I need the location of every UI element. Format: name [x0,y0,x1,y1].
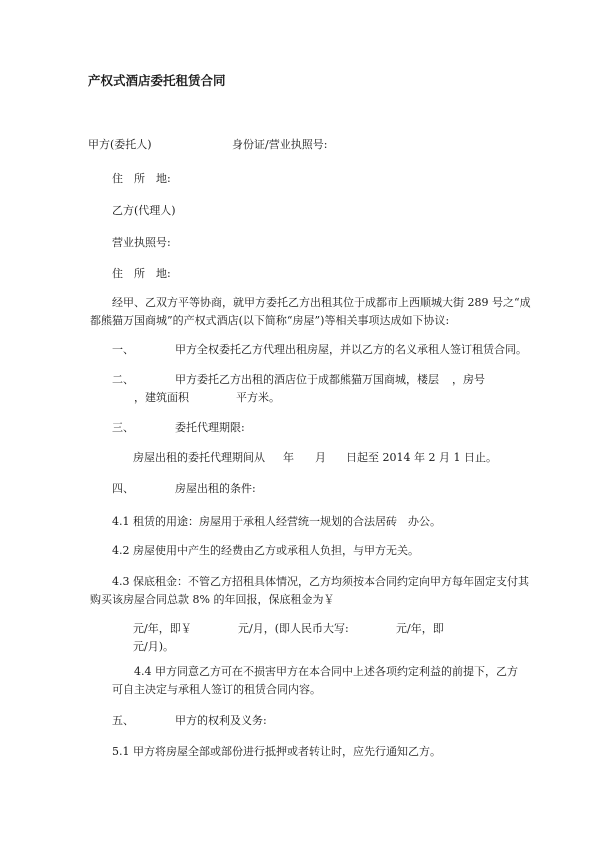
party-a-id-label: 身份证/营业执照号: [232,138,328,151]
document-title: 产权式酒店委托租赁合同 [88,73,226,88]
term-text-d: 日起至 2014 年 2 月 1 日止。 [346,451,497,464]
party-a-label: 甲方(委托人) [88,138,152,151]
clause-4-3-line-1: 4.3 保底租金：不管乙方招租具体情况，乙方均须按本合同约定向甲方每年固定支付其 [112,575,529,588]
section-4-number: 四、 [112,482,134,495]
section-2-text-a: 甲方委托乙方出租的酒店位于成都熊猫万国商城，楼层 [175,373,439,386]
clause-4-1: 4.1 租赁的用途：房屋用于承租人经营统一规划的合法居砖 办公。 [112,515,441,528]
clause-4-4-line-2: 可自主决定与承租人签订的租赁合同内容。 [112,683,321,696]
section-3-text: 委托代理期限: [175,421,245,434]
clause-4-4-line-1: 4.4 甲方同意乙方可在不损害甲方在本合同中上述各项约定利益的前提下，乙方 [134,665,518,678]
party-b-address-label: 住 所 地: [112,267,171,280]
section-3-number: 三、 [112,421,134,434]
section-5-text: 甲方的权利及义务: [175,714,267,727]
rent-per-year-c: 元/年，即 [396,622,444,635]
clause-4-2: 4.2 房屋使用中产生的经费由乙方或承租人负担，与甲方无关。 [112,544,419,557]
party-a-address-label: 住 所 地: [112,172,171,185]
clause-4-3-line-2: 购买该房屋合同总款 8% 的年回报，保底租金为￥ [90,593,335,606]
section-4-text: 房屋出租的条件: [175,482,256,495]
license-label: 营业执照号: [112,236,171,249]
term-text-month: 月 [315,451,326,464]
section-2-text-d: 平方米。 [236,391,280,404]
rent-per-month-b: 元/月，(即人民币大写: [238,622,349,635]
clause-5-1: 5.1 甲方将房屋全部或部份进行抵押或者转让时，应先行通知乙方。 [112,745,441,758]
intro-line-1: 经甲、乙双方平等协商，就甲方委托乙方出租其位于成都市上西顺城大街 289 号之“成 [112,296,531,309]
term-text-a: 房屋出租的委托代理期间从 [133,451,265,464]
section-5-number: 五、 [112,714,134,727]
section-2-text-c: ，建筑面积 [134,391,189,404]
section-1-text: 甲方全权委托乙方代理出租房屋，并以乙方的名义承租人签订租赁合同。 [175,343,527,356]
intro-line-2: 都熊猫万国商城”的产权式酒店(以下简称“房屋”)等相关事项达成如下协议: [90,314,450,327]
section-2-number: 二、 [112,373,134,386]
term-text-year: 年 [283,451,294,464]
rent-per-year-a: 元/年，即￥ [133,622,192,635]
rent-per-month-d: 元/月)。 [133,640,174,653]
section-1-number: 一、 [112,343,134,356]
party-b-label: 乙方(代理人) [112,204,176,217]
section-2-text-b: ，房号 [452,373,485,386]
